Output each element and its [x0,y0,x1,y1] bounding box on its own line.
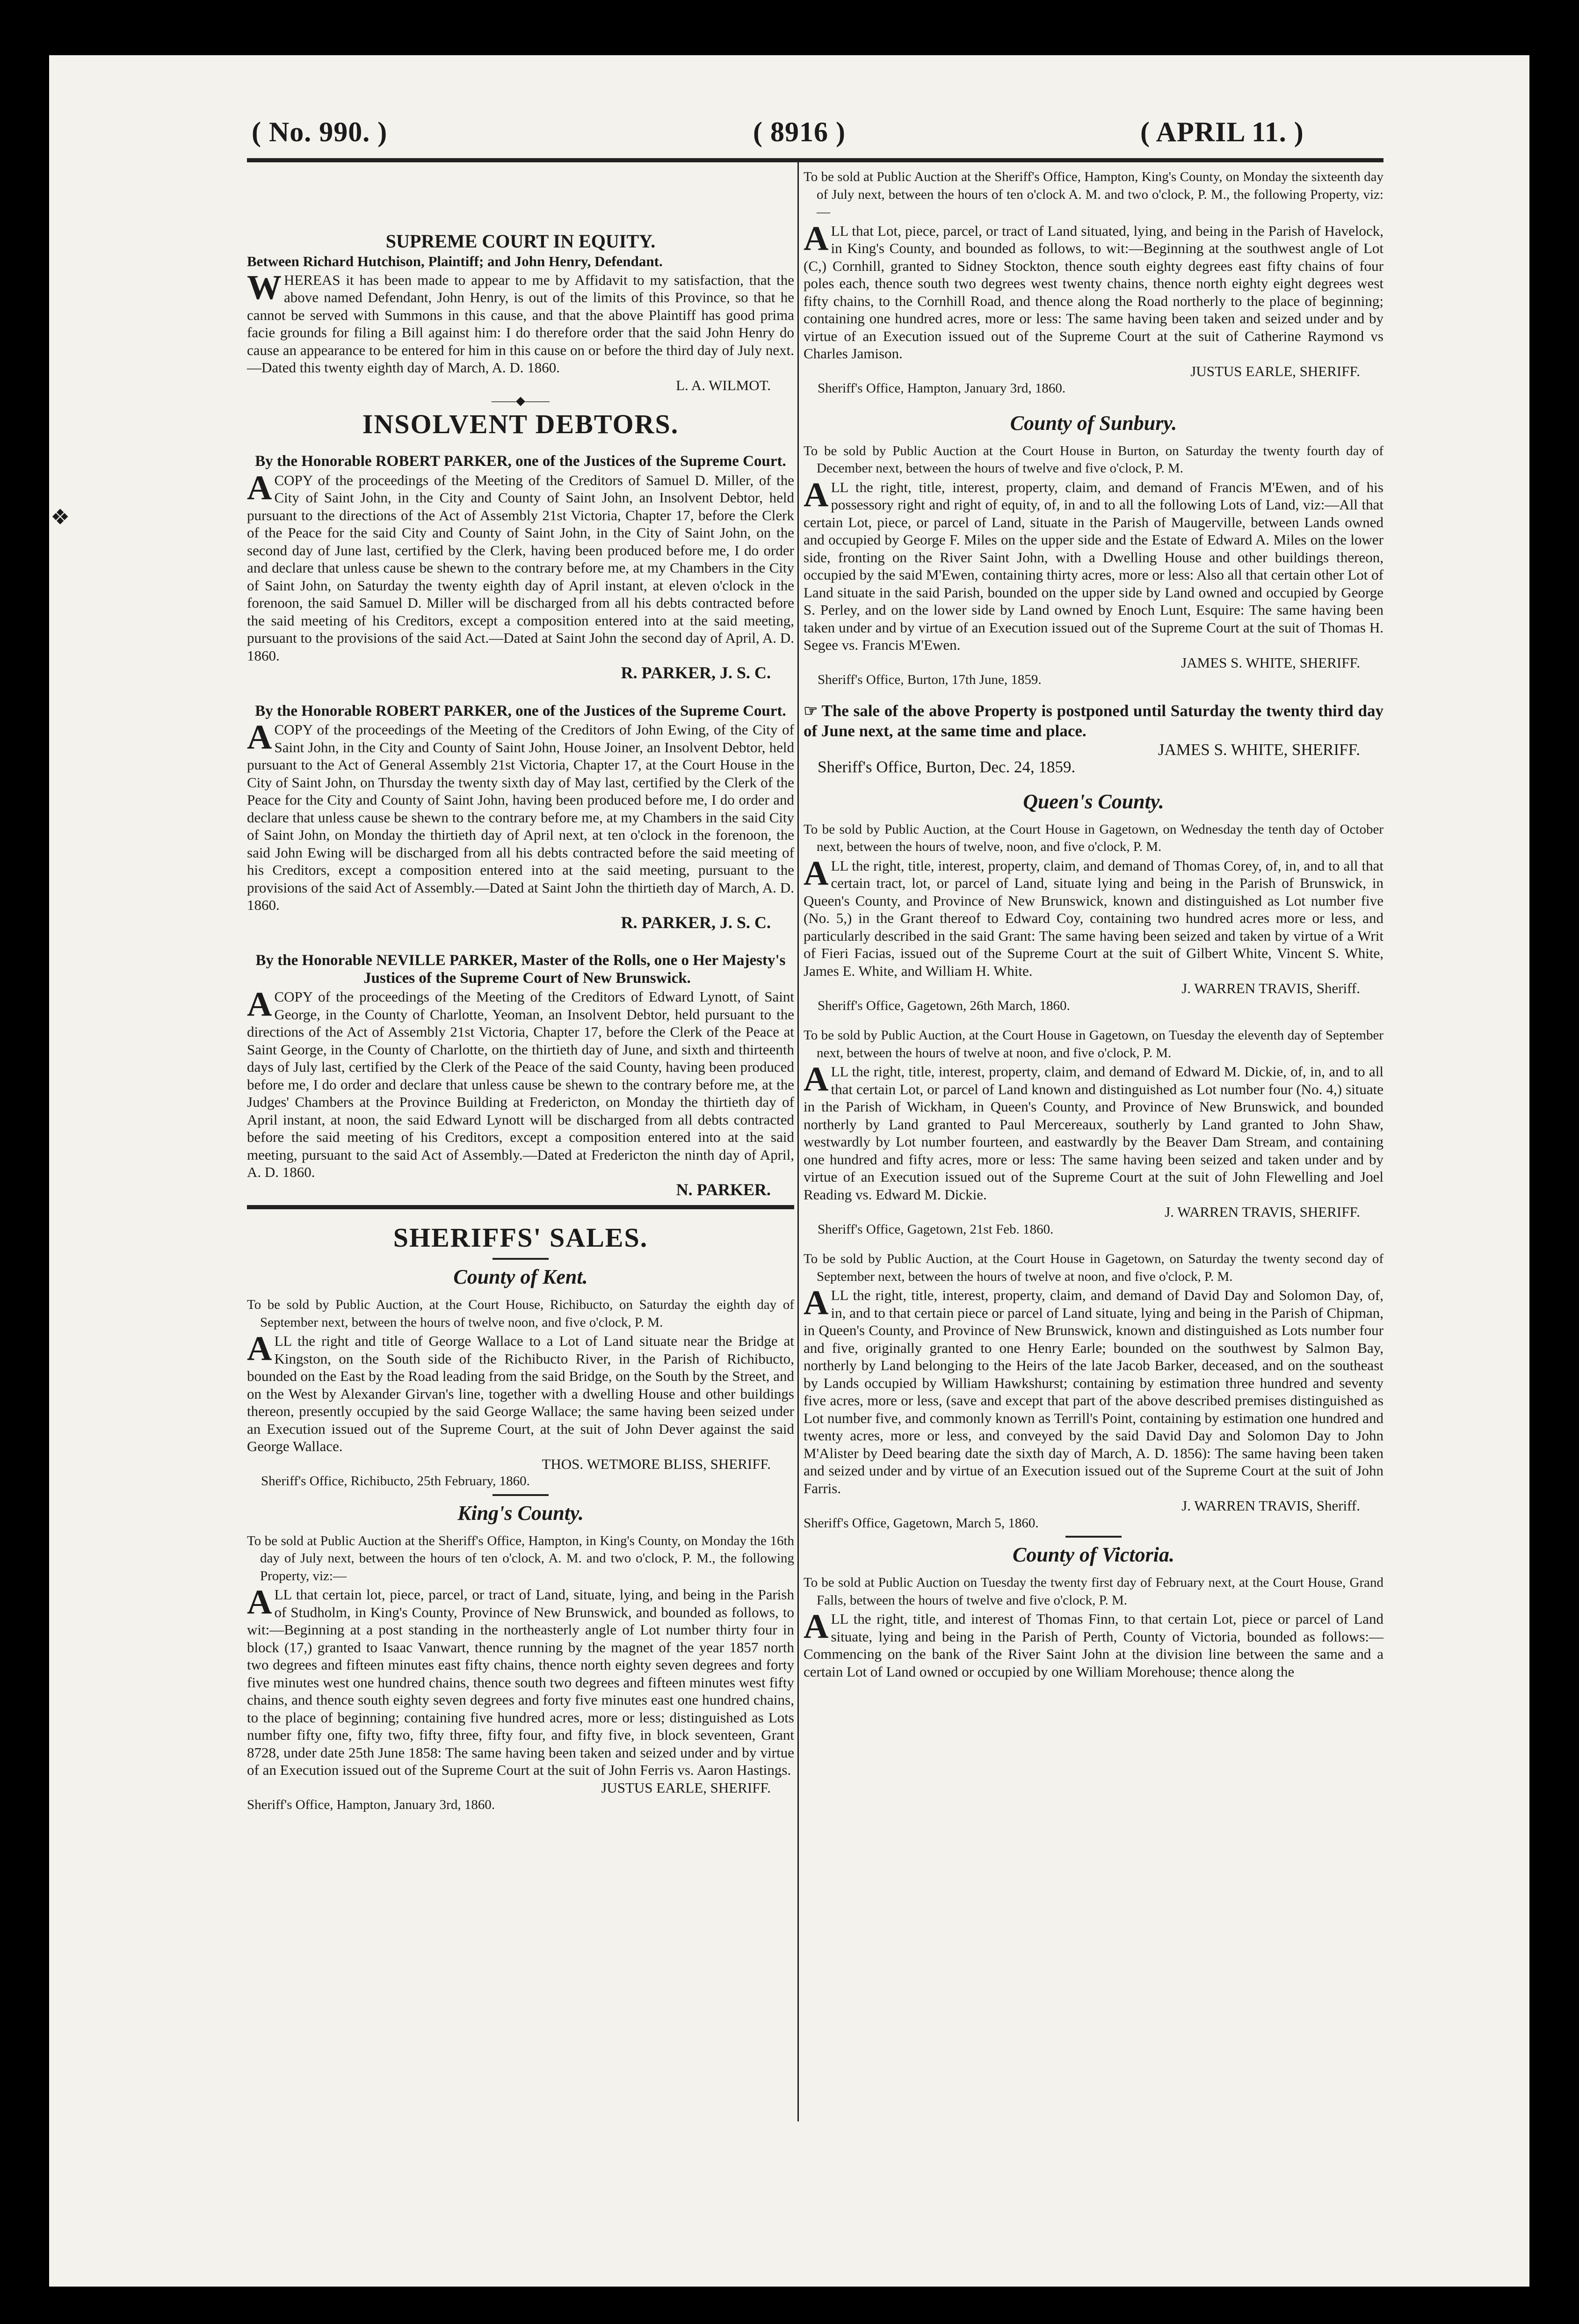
equity-between: Between Richard Hutchison, Plaintiff; and John Henry, Defendant. [247,253,663,269]
queens1-intro: To be sold by Public Auction, at the Court House in Gagetown, on Wednesday the tenth day of October next, between the hours of twelve, noon, and five o'clock, P. M. [804,821,1383,854]
notice2-signature: R. PARKER, J. S. C. [621,913,771,932]
notice1-intro: By the Honorable ROBERT PARKER, one of the Justices of the Supreme Court. [255,453,786,470]
column-divider [797,161,799,2121]
issue-date: ( APRIL 11. ) [1140,116,1304,147]
queens1-office: Sheriff's Office, Gagetown, 26th March, 1860. [818,998,1070,1013]
kent-signature: THOS. WETMORE BLISS, SHERIFF. [542,1455,771,1472]
notice3-body: ACOPY of the proceedings of the Meeting of the Creditors of Edward Lynott, of Saint George, in the County of Charlotte, Yeoman, an Insolvent Debtor, held pursuant to the directions of the Act of Assembly 21st Victoria, Chapter 17, before the Clerk of the Peace at Saint George, in the County of Charlotte, on the thirtieth day of June, and sixth and thirteenth days of July last, certified by the Clerk of the Peace of the said County, having been produced before me, I do order and declare that unless cause be shewn to the contrary before me, at the Judges' Chambers at the Province Building at Fredericton, on Monday the thirtieth day of April instant, at noon, the said Edward Lynott will be discharged from all debts contracted before the said meeting of his Creditors, except a composition entered into at the said meeting, pursuant to the said Act of Assembly.—Dated at Fredericton the ninth day of April, A. D. 1860. [247,985,794,1180]
queens3-office: Sheriff's Office, Gagetown, March 5, 1860. [804,1515,1039,1531]
victoria-title: County of Victoria. [1013,1543,1174,1566]
notice3-intro: By the Honorable NEVILLE PARKER, Master of the Rolls, one o Her Majesty's Justices of the Supreme Court of New Brunswick. [255,952,786,987]
equity-title: SUPREME COURT IN EQUITY. [385,231,656,252]
hampton-body: ALL that Lot, piece, parcel, or tract of Land situated, lying, and being in the Parish of Havelock, in King's County, and bounded as follows, to wit:—Beginning at the southwest angle of Lot (C,) Cornhill, granted to Sidney Stockton, thence south eighty degrees east fifty chains of four poles each, thence south two degrees west twenty chains, thence north eighty eight degrees west fifty chains, to the Cornhill Road, and thence along the Road northerly to the place of beginning; containing one hundred acres, more or less: The same having been taken and seized under and by virtue of an Execution issued out of the Supreme Court at the suit of Catherine Raymond vs Charles Jamison. [804,219,1383,362]
kings-office: Sheriff's Office, Hampton, January 3rd, 1860. [247,1797,495,1812]
kent-body: ALL the right and title of George Wallace to a Lot of Land situate near the Bridge at Kingston, on the South side of the Richibucto River, in the Parish of Richibucto, bounded on the East by the Road leading from the said Bridge, on the South by the Street, and on the West by Alexander Girvan's line, together with a dwelling House and other buildings thereon, presently occupied by the said George Wallace; the same having been seized under an Execution issued out of the Supreme Court, at the suit of John Dever against the said George Wallace. [247,1329,794,1454]
notice3-signature: N. PARKER. [676,1180,771,1199]
sunbury-body: ALL the right, title, interest, property, claim, and demand of Francis M'Ewen, and of his possessory right and right of equity, of, in and to all the following Lots of Land, viz:—All that certain Lot, piece, or parcel of Land, situate in the Parish of Maugerville, between Lands owned and occupied by George F. Miles on the upper side and the Estate of Edward A. Miles on the lower side, fronting on the River Saint John, with a Dwelling House and other buildings thereon, occupied by the said M'Ewen, containing thirty acres, more or less: Also all that certain other Lot of Land situate in the said Parish, bounded on the upper side by Land owned and occupied by George S. Perley, and on the lower side by Land owned by Enoch Lunt, Esquire: The same having been taken under and by virtue of an Execution issued out of the Supreme Court at the suit of Thomas H. Segee vs. Francis M'Ewen. [804,475,1383,653]
equity-body: WHEREAS it has been made to appear to me by Affidavit to my satisfaction, that the above named Defendant, John Henry, is out of the limits of this Province, so that he cannot be served with Summons in this cause, and that the above Plaintiff has good prima facie grounds for filing a Bill against him: I do therefore order that the said John Henry do cause an appearance to be entered for him in this cause on or before the third day of July next.—Dated this twenty eighth day of March, A. D. 1860. [247,268,794,376]
queens1-body: ALL the right, title, interest, property, claim, and demand of Thomas Corey, of, in, and to all that certain tract, lot, or parcel of Land, situate lying and being in the Parish of Brunswick, in Queen's County, and Province of New Brunswick, known and distinguished as Lot number five (No. 5,) in the Grant thereof to Edward Coy, containing two hundred acres more or less, and particularly described in the said Grant: The same having been seized and taken by virtue of a Writ of Fieri Facias, issued out of the Supreme Court at the suit of Gilbert White, Vincent S. White, James E. White, and William H. White. [804,854,1383,979]
queens2-signature: J. WARREN TRAVIS, SHERIFF. [1165,1204,1360,1220]
left-column [247,230,794,1814]
postponed-signature: JAMES S. WHITE, SHERIFF. [1158,740,1360,759]
notice2-body: ACOPY of the proceedings of the Meeting of the Creditors of John Ewing, of the City of Saint John, in the City and County of Saint John, House Joiner, an Insolvent Debtor, held pursuant to the Act of General Assembly 21st Victoria, Chapter 17, at the Court House in the City of Saint John, on Thursday the twenty sixth day of May last, certified by the Clerk of the Peace for the City and County of Saint John, having been produced before me, I do order and declare that unless cause be shewn to the contrary before me, at my Chambers in the said City of Saint John, on Monday the thirtieth day of April next, at ten o'clock in the forenoon, the said John Ewing will be discharged from all his debts contracted before the said meeting of his Creditors, except a composition entered into at the said meeting, pursuant to the provisions of the said Act of Assembly.—Dated at Saint John the thirtieth day of March, A. D. 1860. [247,718,794,913]
right-column [804,168,1383,1680]
short-rule [1065,1536,1122,1538]
hampton-signature: JUSTUS EARLE, SHERIFF. [1190,363,1360,379]
section-rule [247,1205,794,1209]
header-rule [247,158,1383,162]
margin-mark-icon: ❖ [51,505,70,529]
sheriffs-sales-title: SHERIFFS' SALES. [393,1222,648,1253]
short-rule [493,1258,549,1260]
pointing-hand-icon: ☞ [804,702,818,720]
sunbury-signature: JAMES S. WHITE, SHERIFF. [1181,654,1360,671]
victoria-intro: To be sold at Public Auction on Tuesday the twenty first day of February next, at the Court House, Grand Falls, between the hours of twelve and five o'clock, P. M. [804,1575,1383,1608]
queens3-intro: To be sold by Public Auction, at the Court House in Gagetown, on Saturday the twenty second day of September next, between the hours of twelve at noon, and five o'clock, P. M. [804,1251,1383,1284]
notice1-body: ACOPY of the proceedings of the Meeting of the Creditors of Samuel D. Miller, of the City of Saint John, in the City and County of Saint John, an Insolvent Debtor, held pursuant to the directions of the Act of Assembly 21st Victoria, Chapter 17, before the Clerk of the Peace for the said City and County of Saint John, in the City of Saint John, on the second day of June last, certified by the Clerk, having been produced before me, I do order and declare that unless cause be shewn to the contrary before me, at my Chambers in the City of Saint John, on Saturday the twenty eighth day of April instant, at eleven o'clock in the forenoon, the said Samuel D. Miller will be discharged from all his debts contracted before the said meeting of his Creditors, except a composition entered into at the said meeting, pursuant to the provisions of the said Act.—Dated at Saint John the second day of April, A. D. 1860. [247,468,794,664]
insolvent-title: INSOLVENT DEBTORS. [362,409,679,439]
notice2-intro: By the Honorable ROBERT PARKER, one of the Justices of the Supreme Court. [255,702,786,719]
equity-signature: L. A. WILMOT. [676,377,771,393]
queens-title: Queen's County. [1023,790,1164,813]
short-rule [493,1494,549,1496]
queens2-intro: To be sold by Public Auction, at the Court House in Gagetown, on Tuesday the eleventh day of September next, between the hours of twelve at noon, and five o'clock, P. M. [804,1028,1383,1060]
hampton-intro: To be sold at Public Auction at the Sheriff's Office, Hampton, King's County, on Monday the sixteenth day of July next, between the hours of ten o'clock A. M. and two o'clock, P. M., the following Property, viz:— [804,169,1383,219]
queens2-body: ALL the right, title, interest, property, claim, and demand of Edward M. Dickie, of, in, and to all that certain Lot, or parcel of Land known and distinguished as Lot number four (No. 4,) situate in the Parish of Wickham, in Queen's County, and Province of New Brunswick, and bounded northerly by Land granted to Paul Mercereaux, southerly by Land granted to John Shaw, westwardly by Lot number fourteen, and eastwardly by the Beaver Dam Stream, and containing one hundred and fifty acres, more or less: The same having been seized and taken under and by virtue of an Execution issued out of the Supreme Court at the suit of John Flewelling and Joel Reading vs. Edward M. Dickie. [804,1060,1383,1203]
kings-signature: JUSTUS EARLE, SHERIFF. [601,1779,771,1796]
sunbury-title: County of Sunbury. [1010,411,1177,435]
postponed-office: Sheriff's Office, Burton, Dec. 24, 1859. [818,758,1076,776]
postponed-notice: The sale of the above Property is postponed until Saturday the twenty third day of June next, at the same time and place. [804,701,1383,740]
queens1-signature: J. WARREN TRAVIS, Sheriff. [1181,980,1360,996]
hampton-office: Sheriff's Office, Hampton, January 3rd, 1860. [818,381,1066,396]
queens2-office: Sheriff's Office, Gagetown, 21st Feb. 1860. [818,1221,1054,1237]
kent-office: Sheriff's Office, Richibucto, 25th February, 1860. [261,1474,530,1489]
queens3-body: ALL the right, title, interest, property, claim, and demand of David Day and Solomon Day, of, in, and to that certain piece or parcel of Land situate, lying and being in the Parish of Chipman, in Queen's County, and Province of New Brunswick, known and distinguished as Lots number four and five, originally granted to one Henry Earle; bounded on the southwest by Salmon Bay, northerly by Land belonging to the Heirs of the late Jacob Barker, deceased, and on the southeast by Lands occupied by William Hawkshurst; containing by estimation three hundred and seventy five acres, more or less, (save and except that part of the above described premises distinguished as Lot number five, and commonly known as Terrill's Point, containing by estimation one hundred and twenty acres, more or less, and conveyed by the said David Day and Solomon Day to John M'Alister by Deed bearing date the sixth day of March, A. D. 1856): The same having been taken and seized under and by virtue of an Execution issued out of the Supreme Court at the suit of John Farris. [804,1284,1383,1496]
notice1-signature: R. PARKER, J. S. C. [621,663,771,682]
kent-title: County of Kent. [453,1265,588,1288]
queens3-signature: J. WARREN TRAVIS, Sheriff. [1181,1497,1360,1514]
divider-ornament-icon: ——◆—— [492,394,550,407]
kings-body: ALL that certain lot, piece, parcel, or tract of Land, situate, lying, and being in the Parish of Studholm, in King's County, Province of New Brunswick, and bounded as follows, to wit:—Beginning at a post standing in the northeasterly angle of Lot number thirty four in block (17,) granted to Isaac Vanwart, thence running by the magnet of the year 1857 north two degrees and fifteen minutes east fifty chains, thence north eighty seven degrees and forty five minutes west one hundred chains, thence south two degrees and fifteen minutes west fifty chains, and thence south eighty seven degrees and forty five minutes east one hundred chains, to the place of beginning; containing five hundred acres, more or less; distinguished as Lots number fifty one, fifty two, fifty three, fifty four, and fifty five, in block seventeen, Grant 8728, under date 25th June 1858: The same having been taken and seized under and by virtue of an Execution issued out of the Supreme Court at the suit of John Ferris vs. Aaron Hastings. [247,1583,794,1778]
issue-number: ( No. 990. ) [252,116,388,147]
kings-intro: To be sold at Public Auction at the Sheriff's Office, Hampton, in King's County, on Monday the 16th day of July next, between the hours of ten o'clock, A. M. and two o'clock, P. M., the following Property, viz:— [247,1533,794,1583]
victoria-body: ALL the right, title, and interest of Thomas Finn, to that certain Lot, piece or parcel of Land situate, lying and being in the Parish of Perth, County of Victoria, bounded as follows:—Commencing on the bank of the River Saint John at the division line between the same and a certain Lot of Land owned or occupied by one William Morehouse; thence along the [804,1607,1383,1680]
kings-title: King's County. [457,1501,584,1525]
page-number: ( 8916 ) [753,116,846,147]
kent-intro: To be sold by Public Auction, at the Court House, Richibucto, on Saturday the eighth day of September next, between the hours of twelve noon, and five o'clock, P. M. [247,1297,794,1330]
sunbury-intro: To be sold by Public Auction at the Court House in Burton, on Saturday the twenty fourth day of December next, between the hours of twelve and five o'clock, P. M. [804,443,1383,476]
sunbury-office: Sheriff's Office, Burton, 17th June, 1859. [818,672,1042,687]
